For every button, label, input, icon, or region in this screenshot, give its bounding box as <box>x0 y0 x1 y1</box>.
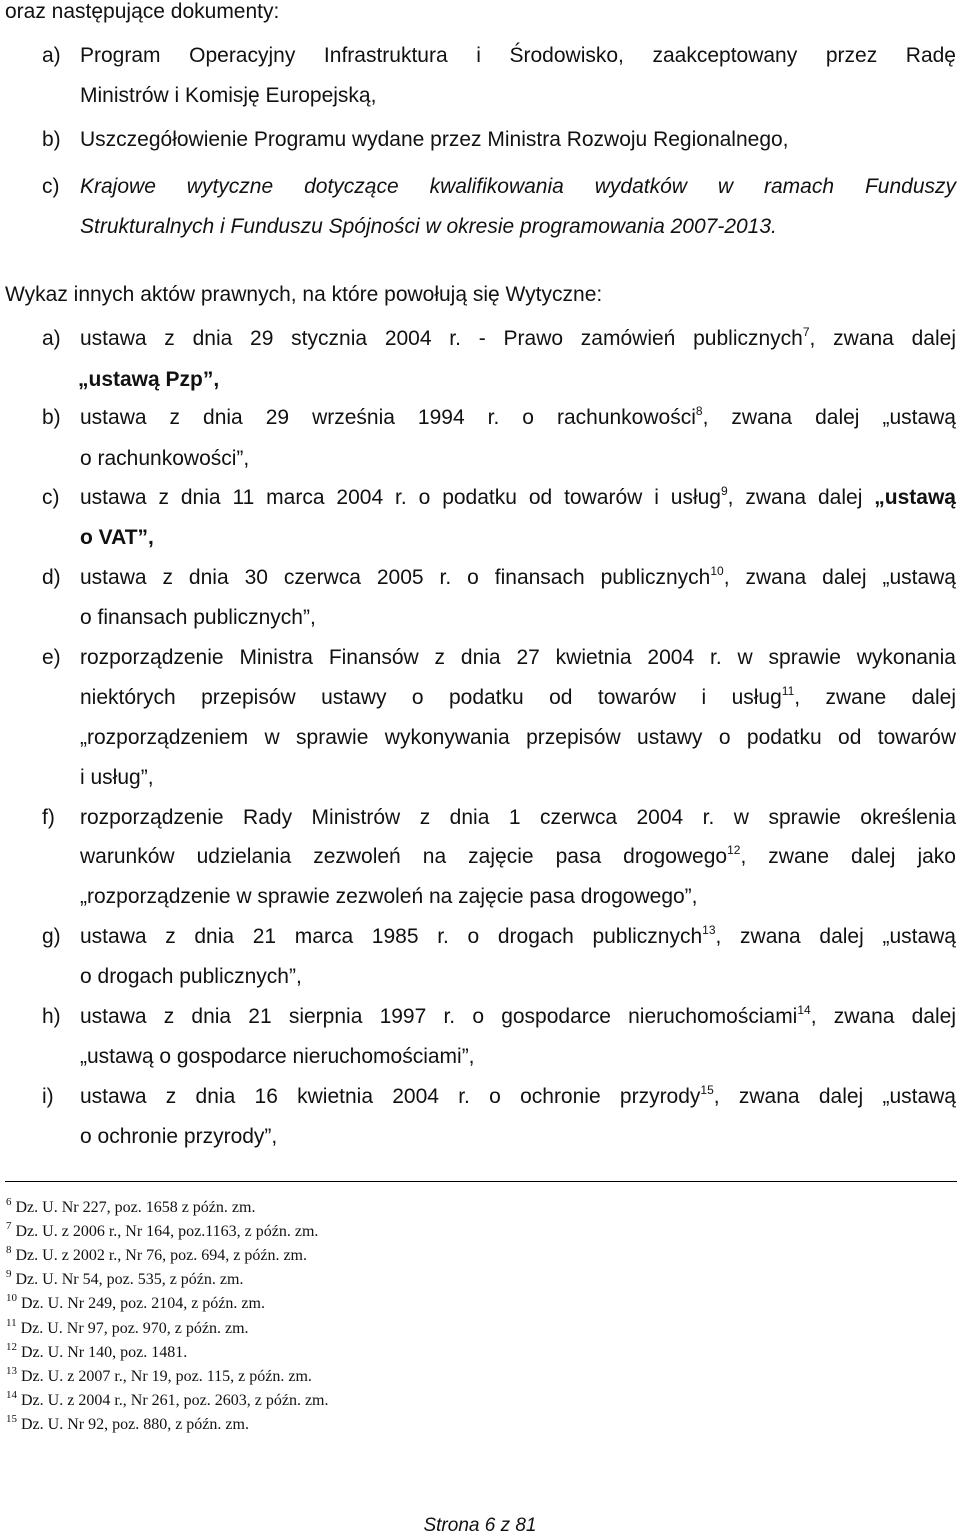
intro-text: oraz następujące dokumenty: <box>5 0 280 23</box>
act-e-line3: „rozporządzeniem w sprawie wykonywania przepisów ustawy o podatku od towarów <box>80 726 956 749</box>
footnote-ref: 11 <box>781 684 795 698</box>
footnote-ref: 13 <box>702 923 716 937</box>
act-a-line2: „ustawą Pzp”, <box>78 368 220 391</box>
footnote-ref: 14 <box>797 1003 811 1017</box>
act-f-line1: rozporządzenie Rady Ministrów z dnia 1 czerwca 2004 r. w sprawie określenia <box>80 806 956 829</box>
act-a-line1: ustawa z dnia 29 stycznia 2004 r. - Prawo zamówień publicznych$^7$, zwana dalej <box>80 325 956 350</box>
act-c-line1: ustawa z dnia 11 marca 2004 r. o podatku od towarów i usług$^9$, zwana dalej „ustawą <box>80 484 956 509</box>
footnote-ref: 7 <box>802 325 810 339</box>
doc-c-line1: Krajowe wytyczne dotyczące kwalifikowania wydatków w ramach Funduszy <box>80 175 956 198</box>
footnote-9: $^9$ Dz. U. Nr 54, poz. 535, z późn. zm. <box>6 1268 244 1288</box>
act-c-line2: o VAT”, <box>80 526 154 549</box>
footnote-separator <box>5 1181 957 1182</box>
act-g-marker: g) <box>42 925 61 948</box>
footnote-15: $^{15}$ Dz. U. Nr 92, poz. 880, z późn. zm. <box>6 1413 249 1433</box>
act-i-line1: ustawa z dnia 16 kwietnia 2004 r. o ochronie przyrody$^{15}$, zwana dalej „ustawą <box>80 1083 956 1108</box>
doc-b-line1: Uszczegółowienie Programu wydane przez Ministra Rozwoju Regionalnego, <box>80 128 789 151</box>
doc-c-line2: Strukturalnych i Funduszu Spójności w okresie programowania 2007-2013. <box>80 215 777 238</box>
act-f-line3: „rozporządzenie w sprawie zezwoleń na zajęcie pasa drogowego”, <box>80 885 698 908</box>
act-f-marker: f) <box>42 806 55 829</box>
act-d-line1: ustawa z dnia 30 czerwca 2005 r. o finansach publicznych$^{10}$, zwana dalej „ustawą <box>80 564 956 589</box>
page-number: Strona 6 z 81 <box>423 1515 537 1536</box>
act-e-line1: rozporządzenie Ministra Finansów z dnia 27 kwietnia 2004 r. w sprawie wykonania <box>80 646 956 669</box>
act-g-line1: ustawa z dnia 21 marca 1985 r. o drogach publicznych$^{13}$, zwana dalej „ustawą <box>80 923 956 948</box>
footnote-ref: 9 <box>720 484 728 498</box>
act-b-line2: o rachunkowości”, <box>80 447 250 470</box>
act-f-line2: warunków udzielania zezwoleń na zajęcie pasa drogowego$^{12}$, zwane dalej jako <box>80 843 956 868</box>
act-d-line2: o finansach publicznych”, <box>80 606 316 629</box>
footnote-8: $^8$ Dz. U. z 2002 r., Nr 76, poz. 694, z późn. zm. <box>6 1244 307 1264</box>
footnote-14: $^{14}$ Dz. U. z 2004 r., Nr 261, poz. 2603, z późn. zm. <box>6 1389 329 1409</box>
footnote-ref: 10 <box>710 564 724 578</box>
footnote-13: $^{13}$ Dz. U. z 2007 r., Nr 19, poz. 115, z późn. zm. <box>6 1365 312 1385</box>
act-h-marker: h) <box>42 1005 61 1028</box>
doc-a-line1: Program Operacyjny Infrastruktura i Środowisko, zaakceptowany przez Radę <box>80 44 956 67</box>
act-a-marker: a) <box>42 327 61 350</box>
doc-c-marker: c) <box>42 175 60 198</box>
act-h-line2: „ustawą o gospodarce nieruchomościami”, <box>80 1045 475 1068</box>
footnote-11: $^{11}$ Dz. U. Nr 97, poz. 970, z późn. zm. <box>6 1317 249 1337</box>
doc-a-marker: a) <box>42 44 61 67</box>
act-h-line1: ustawa z dnia 21 sierpnia 1997 r. o gospodarce nieruchomościami$^{14}$, zwana dalej <box>80 1003 956 1028</box>
footnote-ref: 8 <box>695 404 703 418</box>
footnote-ref: 12 <box>727 843 741 857</box>
doc-a-line2: Ministrów i Komisję Europejską, <box>80 84 377 107</box>
footnote-7: $^7$ Dz. U. z 2006 r., Nr 164, poz.1163, z późn. zm. <box>6 1220 319 1240</box>
act-c-marker: c) <box>42 486 60 509</box>
act-e-line2: niektórych przepisów ustawy o podatku od towarów i usług$^{11}$, zwane dalej <box>80 684 956 709</box>
footnote-ref: 15 <box>700 1083 714 1097</box>
footnote-12: $^{12}$ Dz. U. Nr 140, poz. 1481. <box>6 1341 188 1361</box>
act-e-marker: e) <box>42 646 61 669</box>
act-b-line1: ustawa z dnia 29 września 1994 r. o rachunkowości$^8$, zwana dalej „ustawą <box>80 404 956 429</box>
doc-b-marker: b) <box>42 128 61 151</box>
act-b-marker: b) <box>42 406 61 429</box>
act-i-line2: o ochronie przyrody”, <box>80 1125 278 1148</box>
act-d-marker: d) <box>42 566 61 589</box>
act-g-line2: o drogach publicznych”, <box>80 965 302 988</box>
acts-heading: Wykaz innych aktów prawnych, na które powołują się Wytyczne: <box>5 283 603 306</box>
act-e-line4: i usług”, <box>80 766 154 789</box>
act-i-marker: i) <box>42 1085 54 1108</box>
footnote-6: $^6$ Dz. U. Nr 227, poz. 1658 z późn. zm. <box>6 1196 256 1216</box>
footnote-10: $^{10}$ Dz. U. Nr 249, poz. 2104, z późn. zm. <box>6 1292 265 1312</box>
